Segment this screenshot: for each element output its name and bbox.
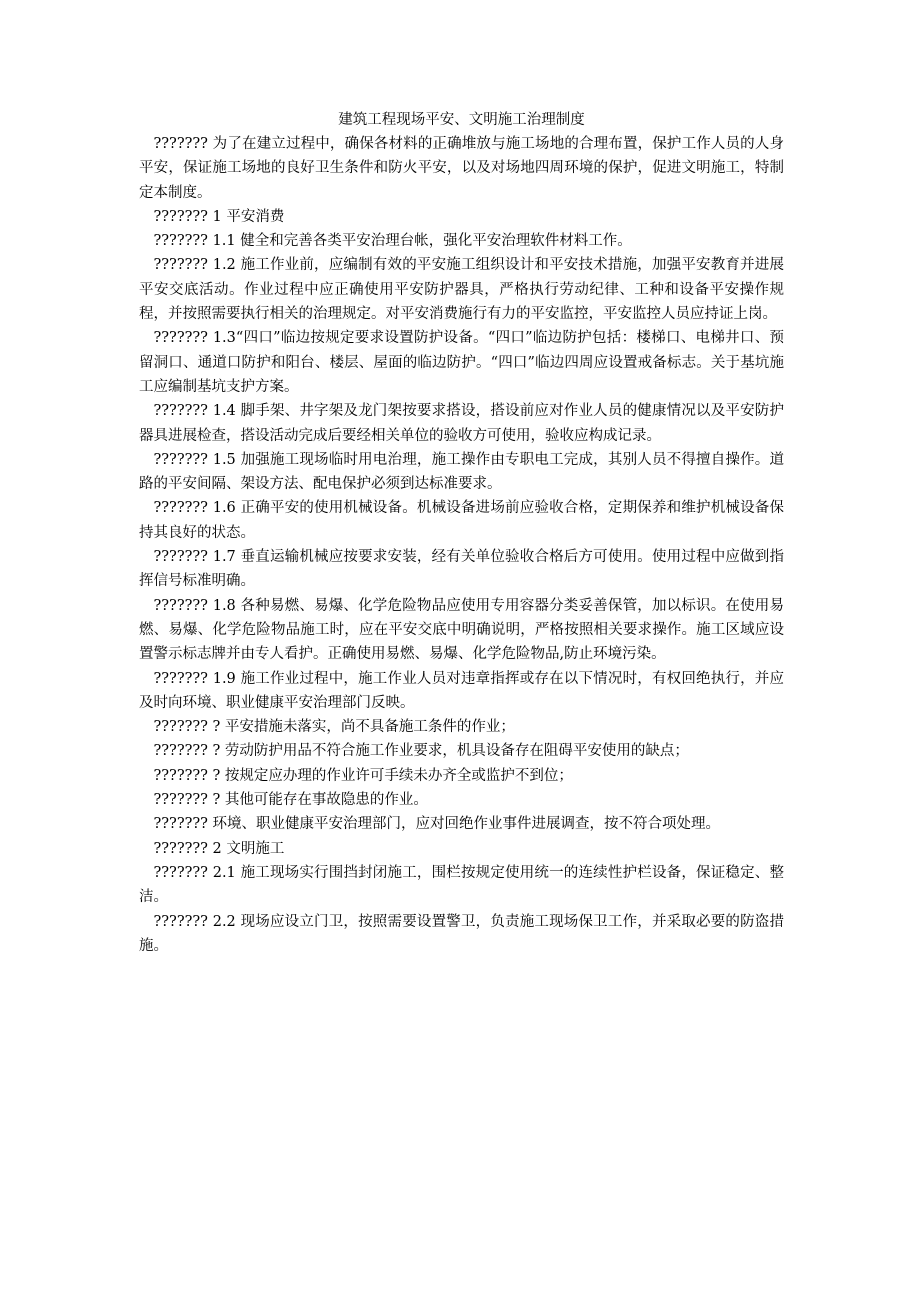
paragraph-intro: ??????? 为了在建立过程中，确保各材料的正确堆放与施工场地的合理布置，保护工作人员的人身平安，保证施工场地的良好卫生条件和防火平安，以及对场地四周环境的保护，促进文明施工，特制定本制度。 [139, 136, 784, 201]
paragraph-1-5: ??????? 1.5 加强施工现场临时用电治理，施工操作由专职电工完成，其别人员不得擅自操作。道路的平安间隔、架设方法、配电保护必须到达标准要求。 [139, 451, 784, 493]
list-item: ??????? ? 平安措施未落实，尚不具备施工条件的作业； [153, 719, 515, 736]
paragraph-1-2: ??????? 1.2 施工作业前，应编制有效的平安施工组织设计和平安技术措施，加强平安教育并进展平安交底活动。作业过程中应正确使用平安防护器具，严格执行劳动纪律、工种和设备平安操作规程，并按照需要执行相关的治理规定。对平安消费施行有力的平安监控，平安监控人员应持证上岗。 [139, 257, 784, 323]
paragraph-refusal-handling: ??????? 环境、职业健康平安治理部门，应对回绝作业事件进展调查，按不符合项处理。 [153, 816, 721, 833]
paragraph-1-3: ??????? 1.3“四口”临边按规定要求设置防护设备。“四口”临边防护包括：楼梯口、电梯井口、预留洞口、通道口防护和阳台、楼层、屋面的临边防护。“四口”临边四周应设置戒备标志。关于基坑施工应编制基坑支护方案。 [139, 330, 784, 395]
paragraph-2-2: ??????? 2.2 现场应设立门卫，按照需要设置警卫，负责施工现场保卫工作，并采取必要的防盗措施。 [139, 913, 784, 954]
paragraph-1-6: ??????? 1.6 正确平安的使用机械设备。机械设备进场前应验收合格，定期保养和维护机械设备保持其良好的状态。 [139, 500, 784, 541]
list-item: ??????? ? 按规定应办理的作业许可手续未办齐全或监护不到位； [153, 767, 573, 784]
paragraph-1-1: ??????? 1.1 健全和完善各类平安治理台帐，强化平安治理软件材料工作。 [153, 233, 632, 250]
document-title: 建筑工程现场平安、文明施工治理制度 [338, 112, 585, 128]
paragraph-1-4: ??????? 1.4 脚手架、井字架及龙门架按要求搭设，搭设前应对作业人员的健康情况以及平安防护器具进展检查，搭设活动完成后要经相关单位的验收方可使用，验收应构成记录。 [139, 403, 784, 444]
paragraph-2-1: ??????? 2.1 施工现场实行围挡封闭施工，围栏按规定使用统一的连续性护栏设备，保证稳定、整洁。 [139, 864, 784, 906]
document-page [139, 108, 784, 958]
section-heading-1: ??????? 1 平安消费 [153, 208, 285, 225]
section-heading-2: ??????? 2 文明施工 [153, 840, 285, 857]
paragraph-1-8: ??????? 1.8 各种易燃、易爆、化学危险物品应使用专用容器分类妥善保管，加以标识。在使用易燃、易爆、化学危险物品施工时，应在平安交底中明确说明，严格按照相关要求操作。施工区域应设置警示标志牌并由专人看护。正确使用易燃、易爆、化学危险物品,防止环境污染。 [139, 597, 784, 663]
list-item: ??????? ? 劳动防护用品不符合施工作业要求，机具设备存在阻碍平安使用的缺点； [153, 743, 689, 760]
list-item: ??????? ? 其他可能存在事故隐患的作业。 [153, 792, 428, 809]
paragraph-1-7: ??????? 1.7 垂直运输机械应按要求安装，经有关单位验收合格后方可使用。使用过程中应做到指挥信号标准明确。 [139, 549, 784, 590]
document-body [139, 132, 784, 958]
paragraph-1-9: ??????? 1.9 施工作业过程中，施工作业人员对违章指挥或存在以下情况时，有权回绝执行，并应及时向环境、职业健康平安治理部门反映。 [139, 670, 784, 711]
